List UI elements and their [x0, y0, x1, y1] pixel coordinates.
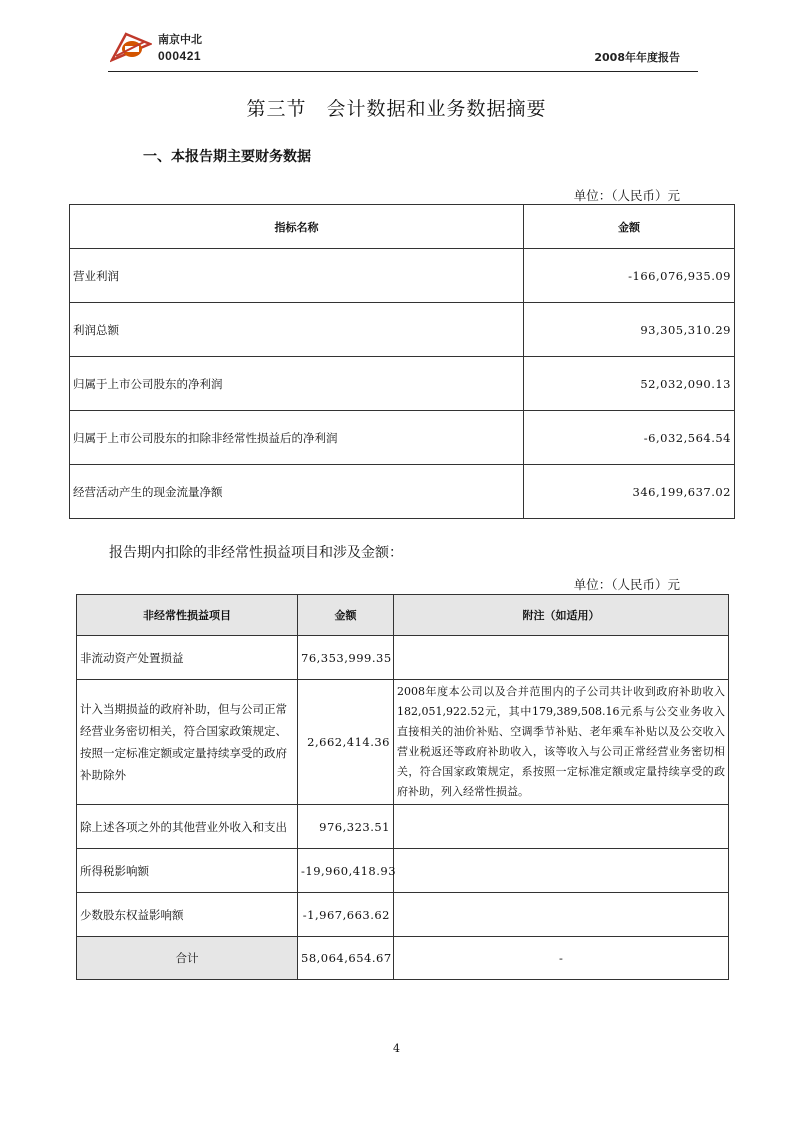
company-logo-icon	[110, 30, 152, 64]
amount-value: -19,960,418.93	[298, 849, 394, 893]
indicator-name: 归属于上市公司股东的扣除非经常性损益后的净利润	[70, 411, 524, 465]
table-header-row	[77, 595, 729, 636]
company-name: 南京中北	[158, 33, 202, 46]
amount-value: -166,076,935.09	[524, 249, 735, 303]
item-name: 除上述各项之外的其他营业外收入和支出	[77, 805, 298, 849]
table-row	[70, 411, 735, 465]
company-block	[158, 32, 202, 64]
table-row	[77, 893, 729, 937]
page-number: 4	[393, 1042, 400, 1055]
item-name: 计入当期损益的政府补助，但与公司正常经营业务密切相关，符合国家政策规定、按照一定标准定额或定量持续享受的政府补助除外	[77, 680, 298, 805]
amount-value: 976,323.51	[298, 805, 394, 849]
indicator-name: 营业利润	[70, 249, 524, 303]
amount-value: 52,032,090.13	[524, 357, 735, 411]
item-name: 非流动资产处置损益	[77, 636, 298, 680]
unit-label-2: 单位：（人民币）元	[573, 577, 680, 592]
item-name: 少数股东权益影响额	[77, 893, 298, 937]
stock-code: 000421	[158, 49, 202, 63]
unit-label: 单位：（人民币）元	[573, 188, 680, 203]
intro-line: 报告期内扣除的非经常性损益项目和涉及金额：	[109, 545, 403, 561]
note-cell	[394, 893, 729, 937]
page-header	[108, 28, 698, 72]
total-note: -	[394, 937, 729, 980]
amount-value: 346,199,637.02	[524, 465, 735, 519]
table-row	[70, 303, 735, 357]
amount-value: 93,305,310.29	[524, 303, 735, 357]
item-name: 所得税影响额	[77, 849, 298, 893]
column-header: 非经常性损益项目	[77, 595, 298, 636]
note-cell	[394, 805, 729, 849]
table-header-row	[70, 205, 735, 249]
section-title: 第三节 会计数据和业务数据摘要	[246, 98, 547, 120]
table-row	[77, 849, 729, 893]
amount-value: -6,032,564.54	[524, 411, 735, 465]
total-row	[77, 937, 729, 980]
amount-value: -1,967,663.62	[298, 893, 394, 937]
note-cell: 2008年度本公司以及合并范围内的子公司共计收到政府补助收入182,051,922.52元，其中179,389,508.16元系与公交业务收入直接相关的油价补贴、空调季节补贴、老年乘车补贴以及公交收入营业税返还等政府补助收入，该等收入与公司正常经营业务密切相关，符合国家政策规定，系按照一定标准定额或定量持续享受的政府补助，列入经常性损益。	[394, 680, 729, 805]
table-row	[77, 805, 729, 849]
table-row	[77, 636, 729, 680]
non-recurring-items-table	[76, 594, 729, 980]
column-header: 金额	[524, 205, 735, 249]
subsection-title: 一、本报告期主要财务数据	[143, 149, 311, 165]
total-label: 合计	[77, 937, 298, 980]
note-cell	[394, 849, 729, 893]
indicator-name: 归属于上市公司股东的净利润	[70, 357, 524, 411]
indicator-name: 利润总额	[70, 303, 524, 357]
amount-value: 2,662,414.36	[298, 680, 394, 805]
indicator-name: 经营活动产生的现金流量净额	[70, 465, 524, 519]
total-amount: 58,064,654.67	[298, 937, 394, 980]
amount-value: 76,353,999.35	[298, 636, 394, 680]
report-name: 2008年年度报告	[594, 51, 680, 64]
note-cell	[394, 636, 729, 680]
table-row	[70, 357, 735, 411]
table-row	[70, 249, 735, 303]
table-row	[77, 680, 729, 805]
column-header: 指标名称	[70, 205, 524, 249]
column-header: 附注（如适用）	[394, 595, 729, 636]
table-row	[70, 465, 735, 519]
financial-data-table	[69, 204, 735, 519]
column-header: 金额	[298, 595, 394, 636]
